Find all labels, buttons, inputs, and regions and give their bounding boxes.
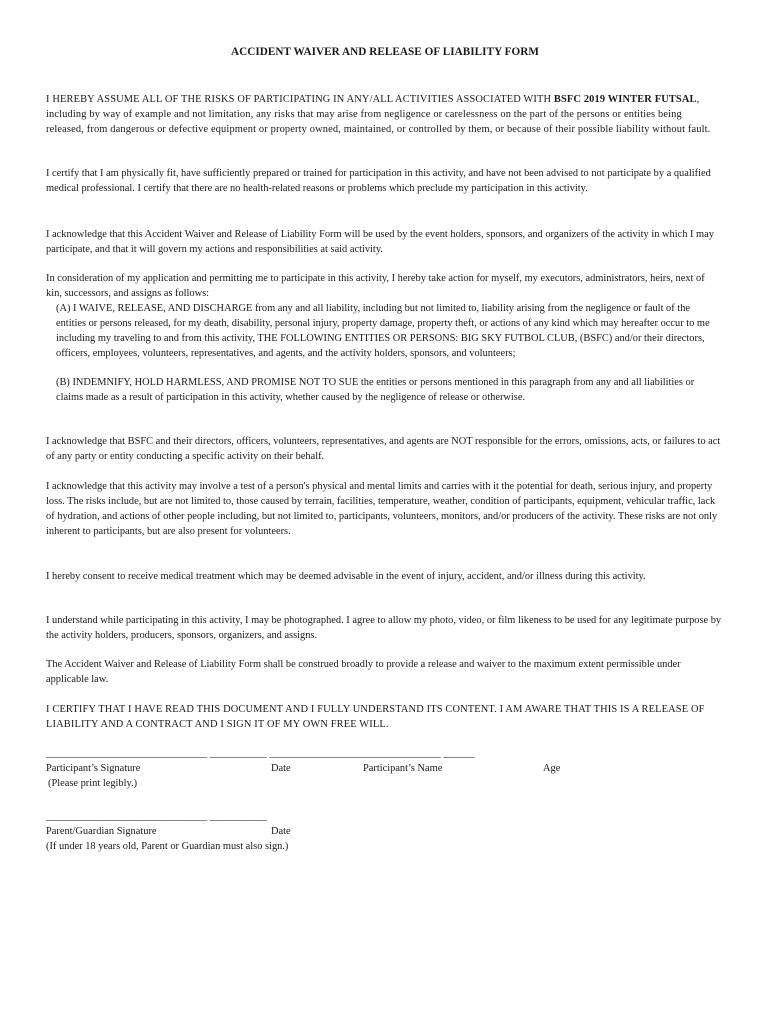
guardian-required-note: (If under 18 years old, Parent or Guardian must also sign.) bbox=[46, 841, 289, 852]
guardian-signature-label: Parent/Guardian Signature bbox=[46, 826, 157, 837]
medical-consent-paragraph: I hereby consent to receive medical treatment which may be deemed advisable in the event of injury, accident, and/or illness during this activity. bbox=[46, 571, 646, 582]
not-responsible-paragraph: I acknowledge that BSFC and their directors, officers, volunteers, representatives, and agents are NOT responsible for the errors, omissions, acts, or failures to act of any party or entity conducting a specific activity on their behalf. bbox=[46, 436, 721, 462]
fitness-paragraph: I certify that I am physically fit, have sufficiently prepared or trained for participation in this activity, and have not been advised to not participate by a qualified medical professional. I certify that there are no health-related reasons or problems which preclude my participation in this activity. bbox=[46, 168, 711, 194]
guardian-date-label: Date bbox=[271, 826, 291, 837]
assumption-of-risk-paragraph bbox=[46, 92, 722, 137]
certification-paragraph: I CERTIFY THAT I HAVE READ THIS DOCUMENT AND I FULLY UNDERSTAND ITS CONTENT. I AM AWARE THAT THIS IS A RELEASE OF LIABILITY AND A CONTRACT AND I SIGN IT OF MY OWN FREE WILL. bbox=[46, 704, 705, 730]
participant-name-label: Participant’s Name bbox=[363, 763, 443, 774]
participant-date-label: Date bbox=[271, 763, 291, 774]
participant-age-label: Age bbox=[543, 763, 561, 774]
construed-broadly-paragraph: The Accident Waiver and Release of Liability Form shall be construed broadly to provide a release and waiver to the maximum extent permissible under applicable law. bbox=[46, 659, 681, 685]
indemnify-clause: (B) INDEMNIFY, HOLD HARMLESS, AND PROMISE NOT TO SUE the entities or persons mentioned in this paragraph from any and all liabilities or claims made as a result of participation in this activity, whether caused by the negligence of release or otherwise. bbox=[56, 377, 695, 403]
participant-signature-label: Participant’s Signature bbox=[46, 763, 141, 774]
waive-release-clause: (A) I WAIVE, RELEASE, AND DISCHARGE from any and all liability, including but not limited to, liability arising from the negligence or fault of the entities or persons released, for my death, disability, personal injury, property damage, property theft, or actions of any kind which may hereafter occur to me including my traveling to and from this activity, THE FOLLOWING ENTITIES OR PERSONS: BIG SKY FUTBOL CLUB, (BSFC) and/or their directors, officers, employees, volunteers, representatives, and agents, and the activity holders, sponsors, and volunteers; bbox=[56, 303, 710, 359]
participant-signature-line[interactable]: _______________________________ ___________ _________________________________ ______ bbox=[46, 748, 475, 759]
photo-consent-paragraph: I understand while participating in this activity, I may be photographed. I agree to allow my photo, video, or film likeness to be used for any legitimate purpose by the activity holders, producers, sponsors, organizers, and assigns. bbox=[46, 615, 722, 641]
event-name: BSFC 2019 WINTER FUTSAL bbox=[553, 94, 697, 105]
acknowledge-form-paragraph: I acknowledge that this Accident Waiver and Release of Liability Form will be used by the event holders, sponsors, and organizers of the activity in which I may participate, and that it will govern my actions and responsibilities at said activity. bbox=[46, 229, 714, 255]
risks-paragraph: I acknowledge that this activity may involve a test of a person's physical and mental limits and carries with it the potential for death, serious injury, and property loss. The risks include, but are not limited to, those caused by terrain, facilities, temperature, weather, condition of participants, equipment, vehicular traffic, lack of hydration, and actions of other people including, but not limited to, participants, volunteers, monitors, and/or producers of the activity. These risks are not only inherent to participants, but are also present for volunteers. bbox=[46, 481, 718, 537]
guardian-signature-line[interactable]: _______________________________ ___________ bbox=[46, 811, 267, 822]
assumption-text-end: , including by way of example and not limitation, any risks that may arise from negligence or carelessness on the part of the persons or entities being released, from dangerous or defective equipment or property owned, maintained, or controlled by them, or because of their possible liability without fault. bbox=[46, 94, 711, 135]
print-legibly-note: (Please print legibly.) bbox=[48, 778, 138, 789]
page-title: ACCIDENT WAIVER AND RELEASE OF LIABILITY FORM bbox=[230, 46, 540, 58]
consideration-paragraph: In consideration of my application and permitting me to participate in this activity, I hereby take action for myself, my executors, administrators, heirs, next of kin, successors, and assigns as follows: bbox=[46, 273, 705, 299]
assumption-text-start: I HEREBY ASSUME ALL OF THE RISKS OF PARTICIPATING IN ANY/ALL ACTIVITIES ASSOCIATED WITH bbox=[46, 94, 554, 105]
